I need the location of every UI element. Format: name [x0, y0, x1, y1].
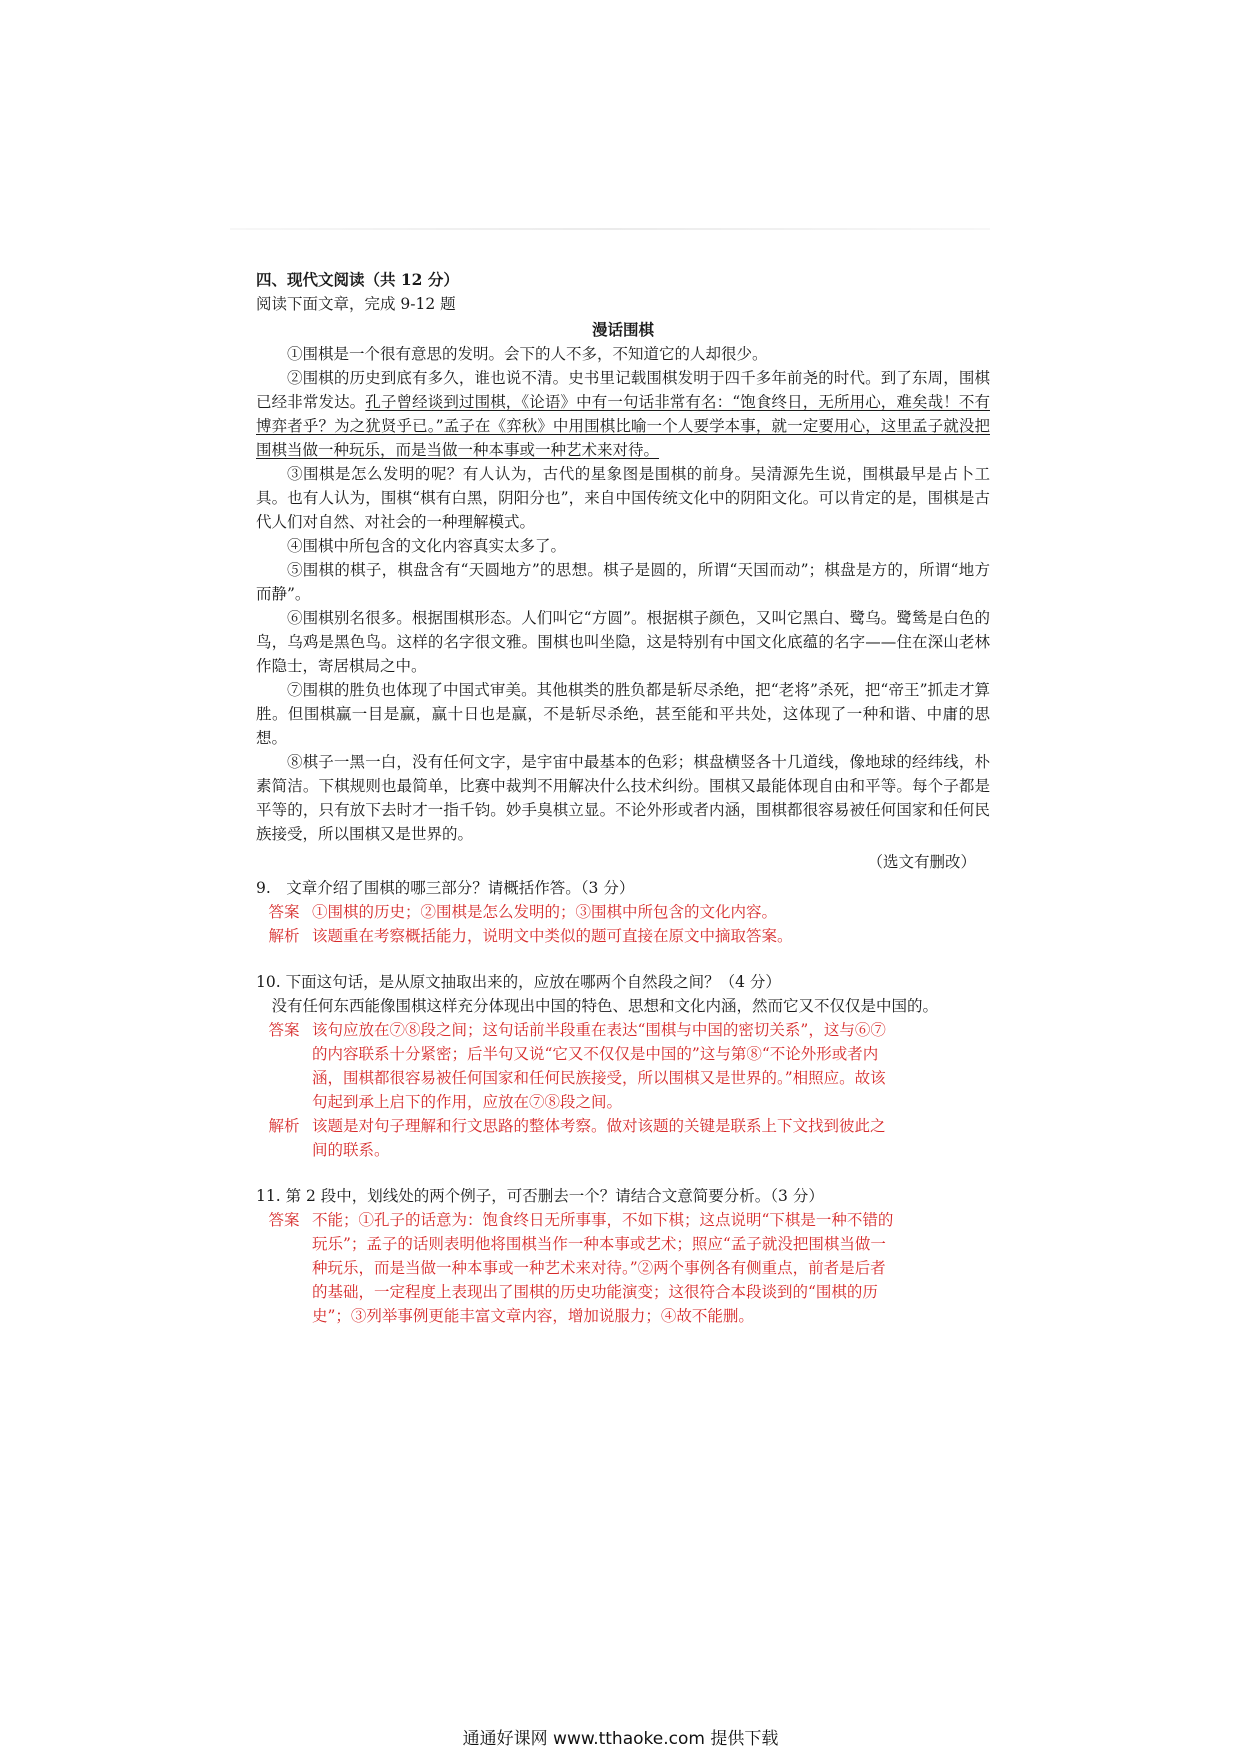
- answer-row: [256, 1018, 990, 1114]
- analysis-label: 解析: [268, 1117, 300, 1135]
- analysis-row: [256, 924, 990, 948]
- article-title: 漫话围棋: [591, 320, 654, 339]
- question-text: 9. 文章介绍了围棋的哪三部分？请概括作答。（3 分）: [256, 879, 635, 897]
- paragraph-3: ③围棋是怎么发明的呢？有人认为，古代的星象图是围棋的前身。吴清源先生说，围棋最早是占卜工具。也有人认为，围棋“棋有白黑，阴阳分也”，来自中国传统文化中的阴阳文化。可以肯定的是，围棋是古代人们对自然、对社会的一种理解模式。: [256, 465, 990, 531]
- answer-label: 答案: [268, 903, 300, 921]
- answer-row: [256, 1208, 990, 1328]
- paragraph-5: ⑤围棋的棋子，棋盘含有“天圆地方”的思想。棋子是圆的，所谓“天国而动”；棋盘是方的，所谓“地方而静”。: [256, 561, 990, 603]
- paragraph-7: ⑦围棋的胜负也体现了中国式审美。其他棋类的胜负都是斩尽杀绝，把“老将”杀死，把“帝王”抓走才算胜。但围棋赢一目是赢，赢十日也是赢，不是斩尽杀绝，甚至能和平共处，这体现了一种和谐、中庸的思想。: [256, 681, 990, 747]
- paragraph-2-intro: ②围棋的历史到底有多久，谁也说不清。史书里记载围棋发明于四千多年前尧的时代。到了东周，围棋已经非常发达。: [256, 369, 990, 411]
- answer-text: 该句应放在⑦⑧段之间；这句话前半段重在表达“围棋与中国的密切关系”，这与⑥⑦的内容联系十分紧密；后半句又说“它又不仅仅是中国的”这与第⑧“不论外形或者内涵，围棋都很容易被任何国家和任何民族接受，所以围棋又是世界的。”相照应。故该句起到承上启下的作用，应放在⑦⑧段之间。: [312, 1021, 886, 1111]
- document-body: [256, 268, 990, 1328]
- instruction: 阅读下面文章，完成 9-12 题: [256, 295, 456, 313]
- answer-text: ①围棋的历史；②围棋是怎么发明的；③围棋中所包含的文化内容。: [312, 903, 778, 921]
- source-note: （选文有删改）: [867, 853, 976, 871]
- scan-edge-line: [230, 228, 990, 230]
- paragraph-8: ⑧棋子一黑一白，没有任何文字，是宇宙中最基本的色彩；棋盘横竖各十几道线，像地球的经纬线，朴素简洁。下棋规则也最简单，比赛中裁判不用解决什么技术纠纷。围棋又最能体现自由和平等。每个子都是平等的，只有放下去时才一指千钧。妙手臭棋立显。不论外形或者内涵，围棋都很容易被任何国家和任何民族接受，所以围棋又是世界的。: [256, 753, 990, 843]
- paragraph-4: ④围棋中所包含的文化内容真实太多了。: [287, 537, 567, 555]
- question-text: 10. 下面这句话，是从原文抽取出来的，应放在哪两个自然段之间？（4 分）: [256, 973, 781, 991]
- paragraph-2-underlined: 孔子曾经谈到过围棋，《论语》中有一句话非常有名：“饱食终日，无所用心，难矣哉！不有博弈者乎？为之犹贤乎已。”孟子在《弈秋》中用围棋比喻一个人要学本事，就一定要用心，这里孟子就没把围棋当做一种玩乐，而是当做一种本事或一种艺术来对待。: [256, 393, 990, 459]
- question-10: [256, 970, 990, 1162]
- analysis-label: 解析: [268, 927, 300, 945]
- answer-row: [256, 900, 990, 924]
- paragraph-2: [256, 366, 990, 462]
- answer-label: 答案: [268, 1021, 300, 1039]
- section-title: 四、现代文阅读（共 12 分）: [256, 270, 459, 289]
- question-11: [256, 1184, 990, 1328]
- paragraph-6: ⑥围棋别名很多。根据围棋形态。人们叫它“方圆”。根据棋子颜色，又叫它黑白、鹭乌。鹭鸶是白色的鸟，乌鸡是黑色鸟。这样的名字很文雅。围棋也叫坐隐，这是特别有中国文化底蕴的名字——住在深山老林作隐士，寄居棋局之中。: [256, 609, 990, 675]
- question-9: [256, 876, 990, 948]
- question-quote: 没有任何东西能像围棋这样充分体现出中国的特色、思想和文化内涵，然而它又不仅仅是中国的。: [271, 997, 939, 1015]
- analysis-row: [256, 1114, 990, 1162]
- answer-text: 不能；①孔子的话意为：饱食终日无所事事，不如下棋；这点说明“下棋是一种不错的玩乐”；孟子的话则表明他将围棋当作一种本事或艺术；照应“孟子就没把围棋当做一种玩乐，而是当做一种本事或一种艺术来对待。”②两个事例各有侧重点，前者是后者的基础，一定程度上表现出了围棋的历史功能演变；这很符合本段谈到的“围棋的历史”；③列举事例更能丰富文章内容，增加说服力；④故不能删。: [312, 1211, 894, 1325]
- answer-label: 答案: [268, 1211, 300, 1229]
- analysis-text: 该题重在考察概括能力，说明文中类似的题可直接在原文中摘取答案。: [312, 927, 793, 945]
- paragraph-1: ①围棋是一个很有意思的发明。会下的人不多，不知道它的人却很少。: [287, 345, 768, 363]
- question-text: 11. 第 2 段中，划线处的两个例子，可否删去一个？请结合文意简要分析。（3 分）: [256, 1187, 824, 1205]
- analysis-text: 该题是对句子理解和行文思路的整体考察。做对该题的关键是联系上下文找到彼此之间的联系。: [312, 1117, 886, 1159]
- footer-credit: 通通好课网 www.tthaoke.com 提供下载: [462, 1729, 779, 1749]
